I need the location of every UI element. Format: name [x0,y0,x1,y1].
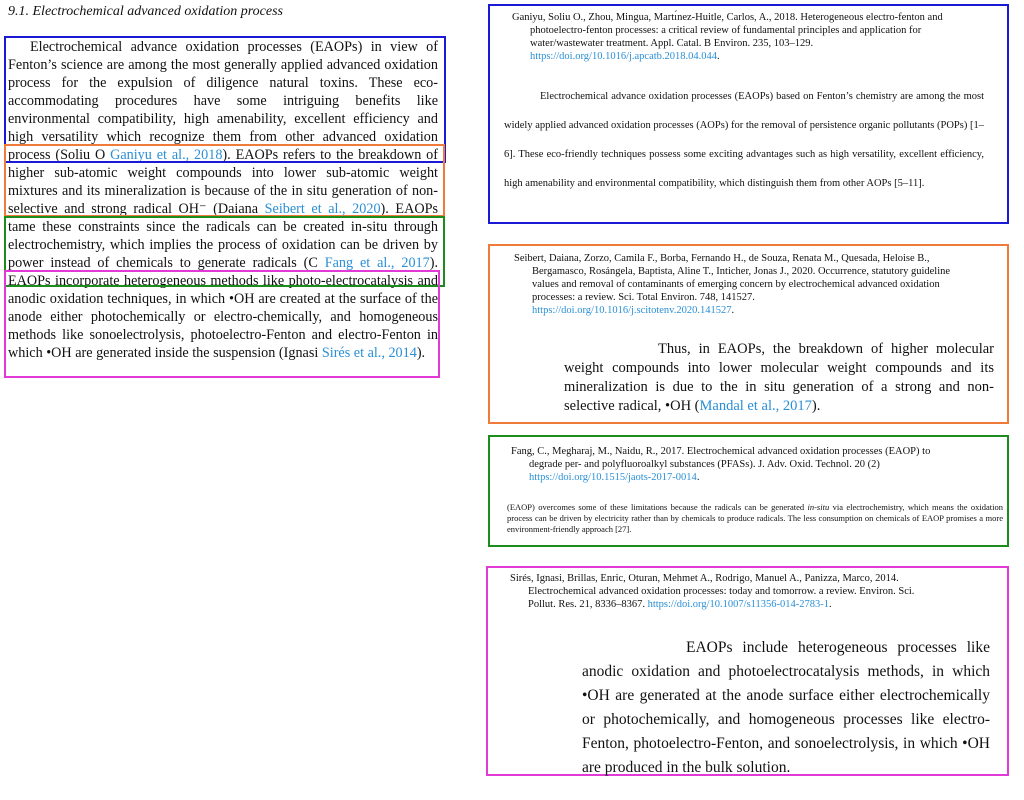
sentence-magenta: EAOPs incorporate heterogeneous methods like photo-electrocatalysis and anodic oxidation techniques, in which •OH are created at the surface of the anode either photochemically or electro-chemically, and homogeneous methods like sonoelectrolysis, photoelectro-Fenton and electro-Fenton in which •OH are generated inside the suspension (Ignasi [8,273,438,361]
citation-mandal[interactable]: Mandal et al., 2017 [699,398,812,414]
source-text-seibert: Thus, in EAOPs, the breakdown of higher molecular weight compounds into lower molecular weight compounds and its mineralization is due to the in situ generation of a strong and non-selective radical, •OH (Mandal et al., 2017). [564,341,994,414]
citation-seibert[interactable]: Seibert et al., 2020 [264,201,381,217]
left-paragraph: Electrochemical advance oxidation processes (EAOPs) in view of Fenton’s science are among the most generally applied advanced oxidation process for the expulsion of diligence natural toxins. These eco-accommodating procedures have some intriguing benefits like environmental compatibility, high amenability, excellent efficiency and high versatility which recognize them from other advanced oxidation process (Soliu O Ganiyu et al., 2018). EAOPs refers to the breakdown of higher sub-atomic weight compounds into lower sub-atomic weight mixtures and its mineralization is because of the in situ generation of non-selective and strong radical OH⁻ (Daiana Seibert et al., 2020). EAOPs tame these constraints since the radicals can be created in-situ through electrochemistry, which implies the process of oxidation can be driven by power instead of chemicals to generate radicals (C Fang et al., 2017). EAOPs incorporate heterogeneous methods like photo-electrocatalysis and anodic oxidation techniques, in which •OH are created at the surface of the anode either photochemically or electro-chemically, and homogeneous methods like sonoelectrolysis, photoelectro-Fenton and electro-Fenton in which •OH are generated inside the suspension (Ignasi Sirés et al., 2014). [8,39,439,361]
sentence-blue: Electrochemical advance oxidation processes (EAOPs) in view of Fenton’s science are among the most generally applied advanced oxidation process for the expulsion of diligence natural toxins. These eco-accommodating procedures have some intriguing benefits like environmental compatibility, high amenability, excellent efficiency and high versatility which recognize them from other advanced oxidation process (Soliu O [8,39,438,163]
doi-link-ganiyu[interactable]: https://doi.org/10.1016/j.apcatb.2018.04.044 [530,51,718,62]
citation-sires[interactable]: Sirés et al., 2014 [321,345,417,361]
reference-fang: Fang, C., Megharaj, M., Naidu, R., 2017. Electrochemical advanced oxidation processes (EAOP) to degrade per- and polyfluoroalkyl substances (PFASs). J. Adv. Oxid. Technol. 20 (2) https://doi.org/10.1515/jaots-2017-0014. [511,446,931,483]
source-text-ganiyu: Electrochemical advance oxidation processes (EAOPs) based on Fenton’s chemistry are among the most widely applied advanced oxidation processes (AOPs) for the removal of persistence organic pollutants (POPs) [1–6]. These eco-friendly techniques possess some exciting advantages such as high versatility, excellent efficiency, high amenability and environmental compatibility, which distinguish them from other AOPs [5–11]. [504,91,984,189]
left-highlight-orange [4,144,445,217]
section-heading: 9.1. Electrochemical advanced oxidation process [8,4,283,19]
sentence-green: EAOPs tame these constraints since the radicals can be created in-situ through electrochemistry, which implies the process of oxidation can be driven by power instead of chemicals to generate radicals (C [8,201,438,271]
doi-link-sires[interactable]: https://doi.org/10.1007/s11356-014-2783-1 [647,599,830,610]
doi-link-seibert[interactable]: https://doi.org/10.1016/j.scitotenv.2020.141527 [532,305,732,316]
reference-sires: Sirés, Ignasi, Brillas, Enric, Oturan, Mehmet A., Rodrigo, Manuel A., Panizza, Marco, 2014. Electrochemical advanced oxidation processes: today and tomorrow. a review. Environ. Sci. Pollut. Res. 21, 8336–8367. https://doi.org/10.1007/s11356-014-2783-1. [510,573,915,610]
citation-ganiyu[interactable]: Ganiyu et al., 2018 [110,147,223,163]
left-highlight-magenta [4,270,440,378]
source-text-fang: (EAOP) overcomes some of these limitations because the radicals can be generated in-situ via electrochemistry, which means the oxidation process can be driven by electricity rather than by chemicals to produce radicals. The less consumption on chemicals of EAOP promises a more environment-friendly approach [27]. [507,502,1003,534]
sentence-orange: EAOPs refers to the breakdown of higher sub-atomic weight compounds into lower sub-atomic weight mixtures and its mineralization is because of the in situ generation of non-selective and strong radical OH⁻ (Daiana [8,147,438,217]
source-text-sires: EAOPs include heterogeneous processes like anodic oxidation and photoelectrocatalysis methods, in which •OH are generated at the anode surface either electrochemically or photochemically, and homogeneous processes like electro-Fenton, photoelectro-Fenton, and sonoelectrolysis, in which •OH are produced in the bulk solution. [582,639,990,776]
doi-link-fang[interactable]: https://doi.org/10.1515/jaots-2017-0014 [529,472,697,483]
reference-ganiyu: Ganiyu, Soliu O., Zhou, Mingua, Martı́nez-Huitle, Carlos, A., 2018. Heterogeneous electro-fenton and photoelectro-fenton processes: a critical review of fundamental principles and application for water/wastewater treatment. Appl. Catal. B Environ. 235, 103–129. https://doi.org/10.1016/j.apcatb.2018.04.044. [512,12,943,62]
reference-seibert: Seibert, Daiana, Zorzo, Camila F., Borba, Fernando H., de Souza, Renata M., Quesada, Heloise B., Bergamasco, Rosángela, Baptista, Aline T., Inticher, Jonas J., 2020. Occurrence, statutory guideline values and removal of contaminants of emerging concern by electrochemical advanced oxidation processes: a review. Sci. Total Environ. 748, 141527. https://doi.org/10.1016/j.scitotenv.2020.141527. [514,253,951,316]
citation-fang[interactable]: Fang et al., 2017 [324,255,430,271]
